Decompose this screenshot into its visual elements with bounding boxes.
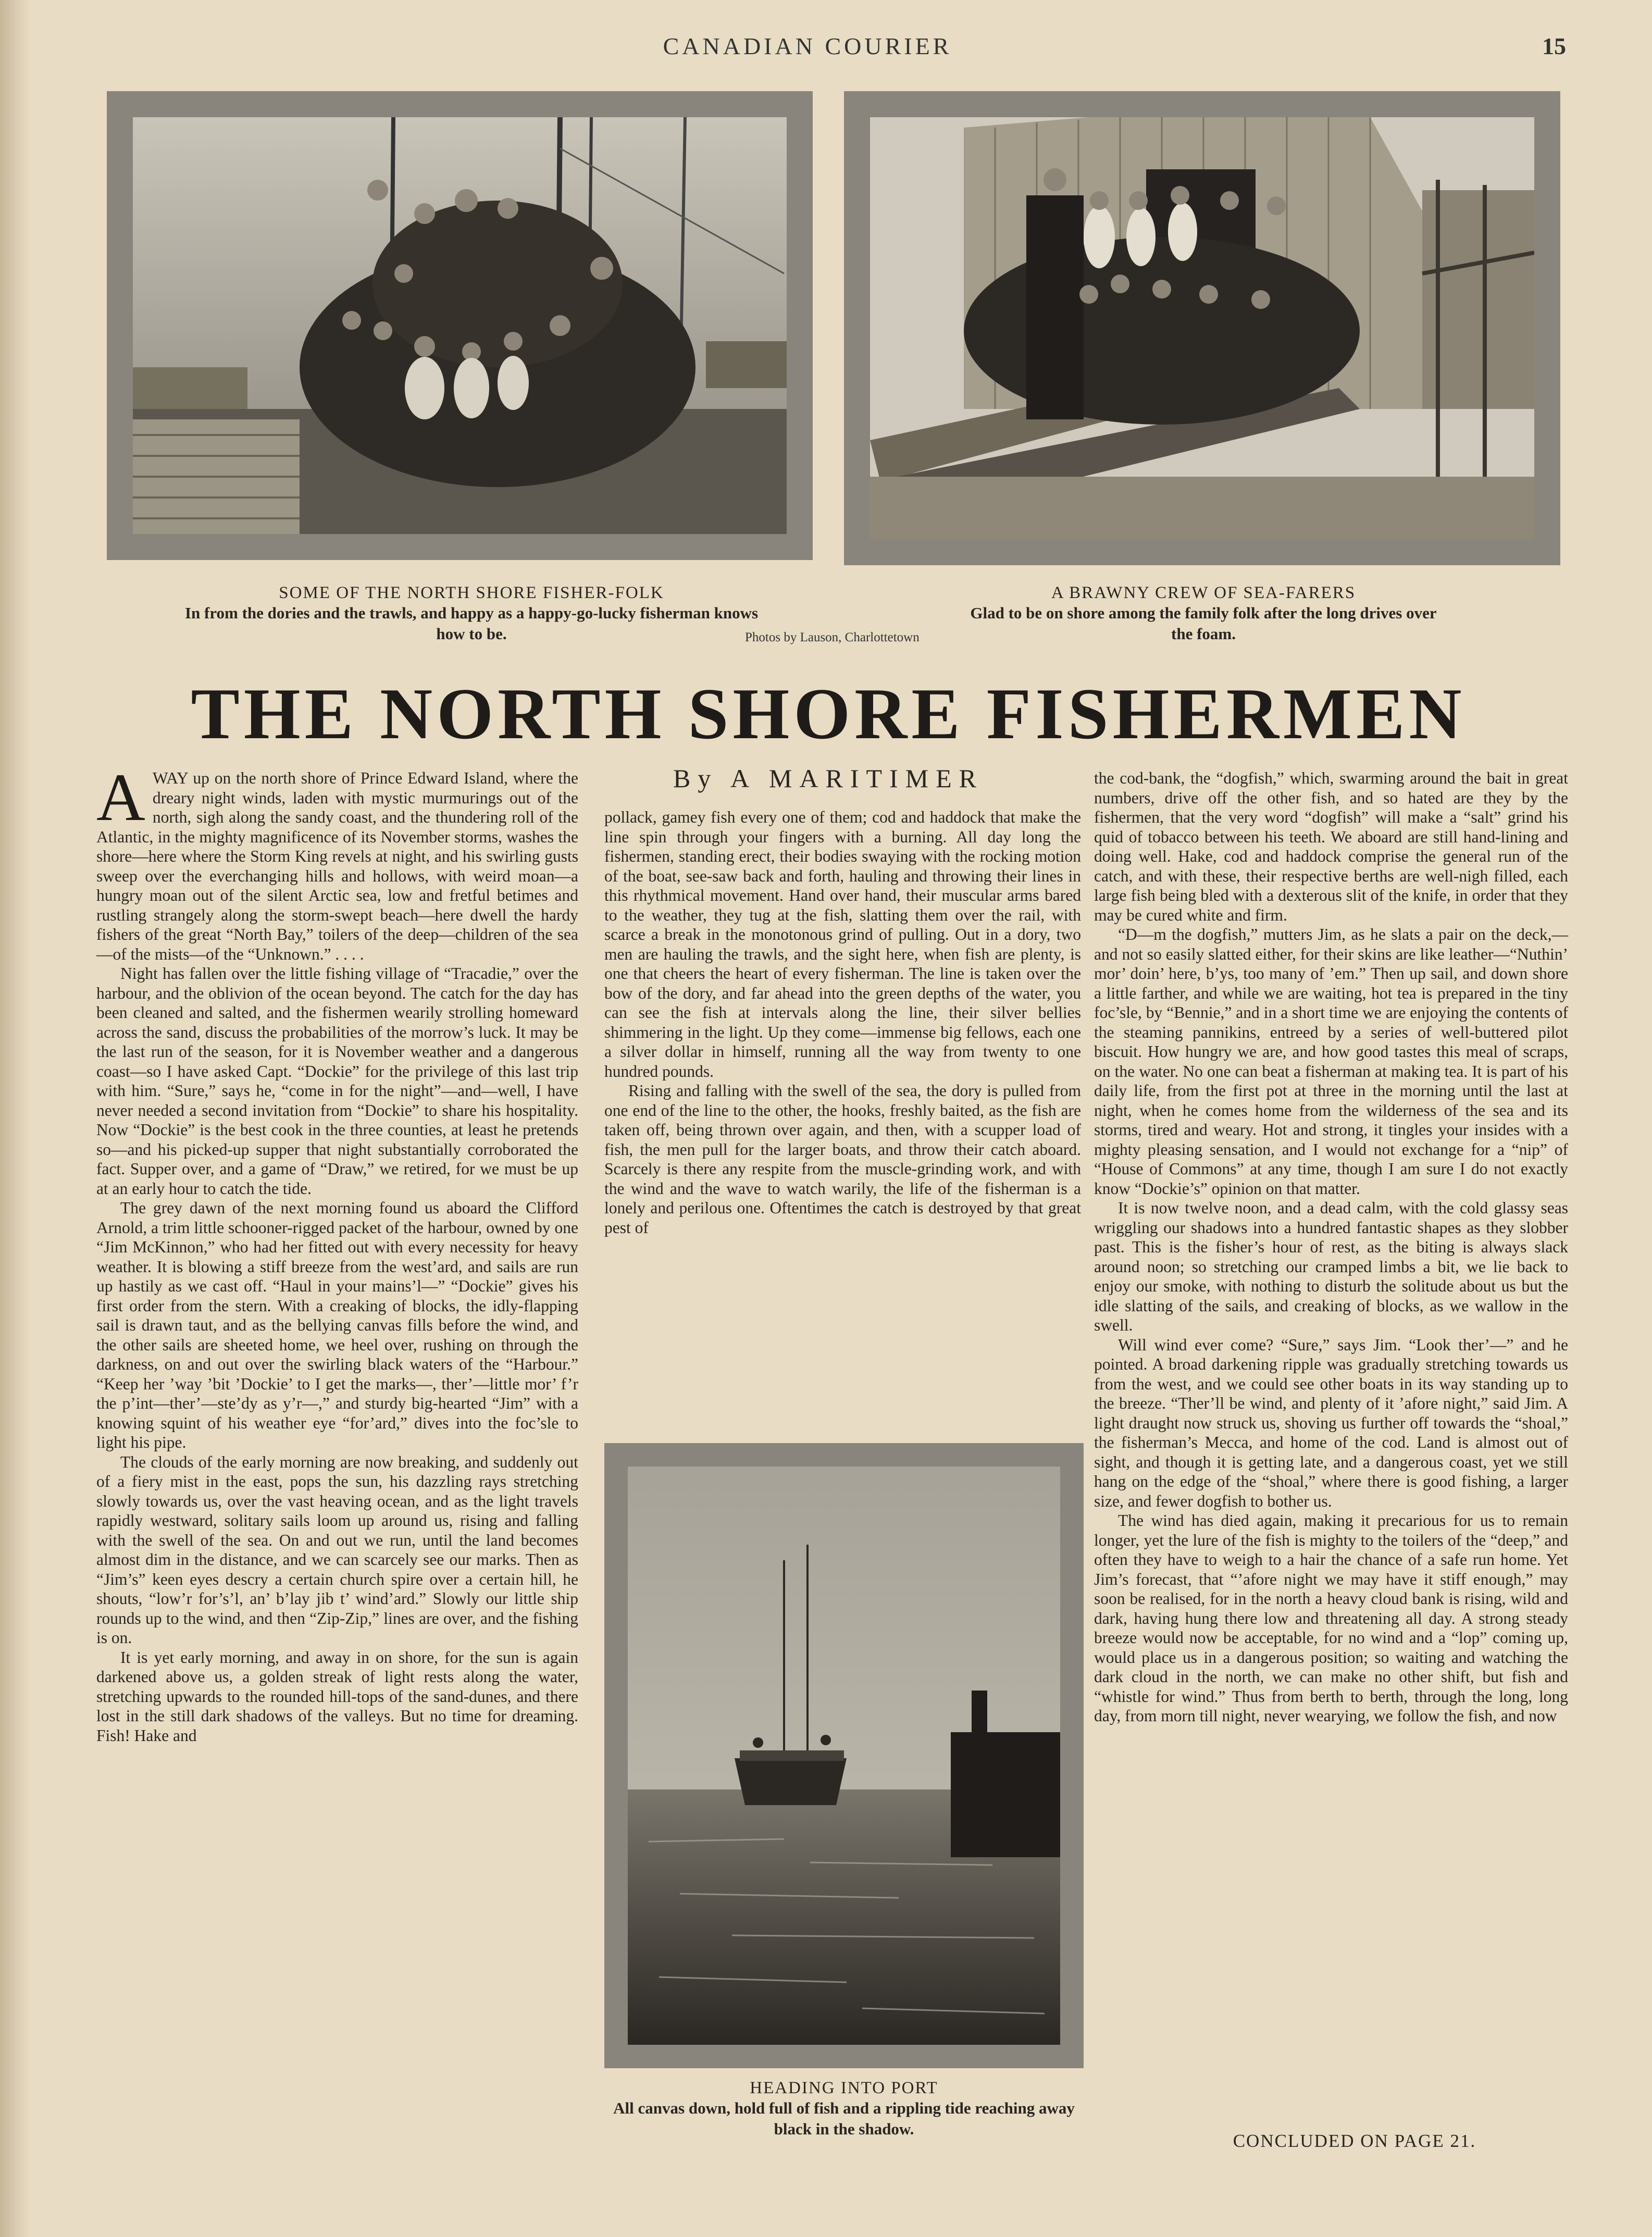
- caption-heading-into-port: [599, 2079, 1089, 2140]
- col1-paragraph-5: It is yet early morning, and away in on shore, for the sun is again darkened above us, a golden streak of light rests along the water, stretching upwards to the rounded hill-tops of the sand-dunes, and there lost in the still dark shadows of the valleys. But no time for dreaming. Fish! Hake and: [96, 1648, 578, 1745]
- photo-crew: [844, 91, 1560, 565]
- col2-paragraph-1: pollack, gamey fish every one of them; cod and haddock that make the line spin through your fingers with a burning. All day long the fishermen, standing erect, their bodies swaying with the rocking motion of the boat, see-saw back and forth, hauling and throwing their lines in this rhythmical movement. Hand over hand, their muscular arms bared to the weather, they tug at the fish, slatting them over the rail, with scarce a break in the monotonous grind of pulling. Out in a dory, two men are hauling the trawls, and the sight here, when fish are plenty, is one that cheers the heart of every fisherman. The line is taken over the bow of the dory, and far ahead into the green depths of the water, you can see the fish at intervals along the line, their silver bellies shimmering in the light. Up they come—immense big fellows, each one a silver dollar in himself, running all the way from twenty to one hundred pounds.: [604, 808, 1081, 1080]
- col1-paragraph-3: The grey dawn of the next morning found us aboard the Clifford Arnold, a trim little schooner-rigged packet of the harbour, owned by one “Jim McKinnon,” who had her fitted out with every necessity for heavy weather. It is blowing a stiff breeze from the west’ard, and sails are run up hastily as we cast off. “Haul in your mains’l—” “Dockie” gives his first order from the stern. With a creaking of blocks, the idly-flapping sail is drawn taut, and as the bellying canvas fills before the wind, and the other sails are sheeted home, we heel over, rushing on through the darkness, on and out over the swirling black waters of the “Harbour.” “Keep her ’way ’bit ’Dockie’ to I get the marks—, ther’—little mor’ f’r the p’int—ther’—ste’dy as y’r—,” and sturdy big-hearted “Jim” with a knowing squint of his weather eye “for’ard,” dives into the foc’sle to light his pipe.: [96, 1199, 578, 1451]
- col3-paragraph-4: Will wind ever come? “Sure,” says Jim. “Look ther’—” and he pointed. A broad darkening ripple was gradually stretching towards us from the west, and we could see other boats in its way standing up to the breeze. “Ther’ll be wind, and plenty of it ’afore night,” said Jim. A light draught now struck us, shoving us further off towards the “shoal,” the fisherman’s Mecca, and home of the cod. Land is almost out of sight, and though it is getting late, and a dangerous coast, yet we still hang on the edge of the “shoal,” where there is good fishing, a larger size, and fewer dogfish to bother us.: [1094, 1335, 1568, 1510]
- page-binding-edge: [0, 0, 31, 2237]
- col3-paragraph-5: The wind has died again, making it precarious for us to remain longer, yet the lure of the fish is mighty to the toilers of the “deep,” and often they have to weigh to a hair the chance of a safe run home. Yet Jim’s forecast, that “’afore night we may have it stiff enough,” may soon be realised, for in the north a heavy cloud bank is rising, wild and dark, having hung there low and threatening all day. A strong steady breeze would now be acceptable, for no wind and a “lop” coming up, would place us in a dangerous position; so waiting and watching the dark cloud in the north, we can make no other shift, but fish and “whistle for wind.” Thus from berth to berth, through the long, long day, from morn till night, never wearying, we follow the fish, and now: [1094, 1511, 1568, 1725]
- photo-fisher-folk-image: [133, 117, 787, 534]
- photo-credit: Photos by Lauson, Charlottetown: [745, 630, 920, 644]
- page-number: 15: [1542, 33, 1566, 59]
- caption-heading-into-port-text: All canvas down, hold full of fish and a rippling tide reaching away black in the shadow.: [613, 2099, 1075, 2138]
- photo-heading-into-port: [604, 1443, 1084, 2068]
- col2-paragraph-2: Rising and falling with the swell of the sea, the dory is pulled from one end of the line to the other, the hooks, freshly baited, as the fish are taken off, being thrown over again, and then, with a scupper load of fish, the men pull for the larger boats, and throw their catch aboard. Scarcely is there any respite from the muscle-grinding work, and with the wind and the wave to watch warily, the life of the fisherman is a lonely and perilous one. Oftentimes the catch is destroyed by that great pest of: [604, 1082, 1081, 1237]
- col1-paragraph-2: Night has fallen over the little fishing village of “Tracadie,” over the harbour, and the oblivion of the ocean beyond. The catch for the day has been cleaned and salted, and the fishermen wearily strolling homeward across the sand, discuss the probabilities of the morrow’s luck. It may be the last run of the season, for it is November weather and a dangerous coast—so I have asked Capt. “Dockie” for the privilege of this last trip with him. “Sure,” says he, “come in for the night”—and—well, I have never needed a second invitation from “Dockie” to share his hospitality. Now “Dockie” is the best cook in the three counties, at least he pretends so—and his picked-up supper that night substantially corroborated the fact. Supper over, and a game of “Draw,” we retired, for we must be up at an early hour to catch the tide.: [96, 964, 578, 1198]
- caption-fisher-folk: [177, 583, 766, 644]
- col3-paragraph-3: It is now twelve noon, and a dead calm, with the cold glassy seas wriggling our shadows into a hundred fantastic shapes as they slobber past. This is the fisher’s hour of rest, as the biting is always slack around noon; so stretching our cramped limbs a bit, we lie back to enjoy our smoke, with nothing to disturb the solitude about us but the idle slatting of the sails, and creaking of blocks, as we wallow in the swell.: [1094, 1199, 1568, 1334]
- article-headline: THE NORTH SHORE FISHERMEN: [191, 674, 1466, 754]
- caption-crew-title: A BRAWNY CREW OF SEA-FARERS: [1051, 583, 1356, 602]
- article-column-2: [604, 807, 1081, 1237]
- col1-paragraph-1: [96, 760, 578, 964]
- photo-heading-into-port-image: [628, 1467, 1060, 2045]
- col3-paragraph-1: the cod-bank, the “dogfish,” which, swarming around the bait in great numbers, drive off the other fish, and so hated are they by the fishermen, that the very word “dogfish” will make a “salt” grind his quid of tobacco between his teeth. We aboard are still hand-lining and doing well. Hake, cod and haddock comprise the general run of the catch, and with these, their respective berths are well-nigh filled, each large fish being bled with a dexterous slit of the knife, in order that they may be cured white and firm.: [1094, 769, 1568, 924]
- photo-fisher-folk: [107, 91, 813, 560]
- col3-paragraph-2: “D—m the dogfish,” mutters Jim, as he slats a pair on the deck,—and not so easily slatted either, for their skins are like leather—“Nuthin’ mor’ doin’ here, b’ys, too many of ’em.” Then up sail, and down shore a little farther, and while we are waiting, hot tea is prepared in the tiny foc’sle, by “Bennie,” and in a short time we are enjoying the contents of the steaming pannikins, entreed by a series of well-buttered pilot biscuit. How hungry we are, and how good tastes this meal of scraps, on the water. No one can beat a fisherman at making tea. It is part of his daily life, from the first pot at three in the morning until the last at night, when he comes home from the wilderness of the sea and its storms, tired and weary. Hot and strong, it tingles your insides with a mighty pleasing sensation, and I would not exchange for a “nip” of “House of Commons” at any time, though I am sure I do not exactly know “Dockie’s” opinion on that matter.: [1094, 925, 1568, 1198]
- caption-crew-text: Glad to be on shore among the family folk after the long drives over the foam.: [970, 604, 1437, 643]
- col1-paragraph-4: The clouds of the early morning are now breaking, and suddenly out of a fiery mist in the east, pops the sun, his dazzling rays stretching slowly towards us, over the vast heaving ocean, and as the light travels rapidly westward, solitary sails loom up around us, rising and falling with the swell of the sea. On and out we run, until the land becomes almost dim in the distance, and we can scarcely see our marks. Then as “Jim’s” keen eyes descry a certain church spire over a certain hill, he shouts, “low’r for’s’l, an’ b’lay jib t’ wind’ard.” Slowly our little ship rounds up to the wind, and then “Zip-Zip,” lines are over, and the fishing is on.: [96, 1452, 578, 1647]
- article-column-3: [1094, 768, 1568, 1726]
- caption-fisher-folk-text: In from the dories and the trawls, and happy as a happy-go-lucky fisherman knows how to be.: [184, 604, 759, 643]
- article-column-1: [96, 760, 578, 1745]
- caption-heading-into-port-title: HEADING INTO PORT: [750, 2079, 938, 2097]
- article-byline: By A MARITIMER: [673, 764, 984, 793]
- caption-fisher-folk-title: SOME OF THE NORTH SHORE FISHER-FOLK: [279, 583, 664, 602]
- photo-crew-image: [870, 117, 1534, 539]
- caption-crew: [969, 583, 1438, 644]
- publication-title: CANADIAN COURIER: [663, 33, 952, 59]
- dropcap: A: [96, 760, 145, 835]
- continued-notice: CONCLUDED ON PAGE 21.: [1233, 2131, 1476, 2151]
- col1-paragraph-1-text: WAY up on the north shore of Prince Edward Island, where the dreary night winds, laden with mystic murmurings out of the north, sigh along the sandy coast, and the thundering roll of the Atlantic, in the mighty magnificence of its November storms, washes the shore—here where the Storm King revels at night, and his swirling gusts sweep over the everchanging hills and hollows, with weird moan—a hungry moan out of the silent Arctic sea, low and fretful betimes and rustling strangely along the storm-swept beach—here dwell the hardy fishers of the great “North Bay,” toilers of the deep—children of the sea—of the mists—of the “Unknown.” . . . .: [96, 769, 578, 963]
